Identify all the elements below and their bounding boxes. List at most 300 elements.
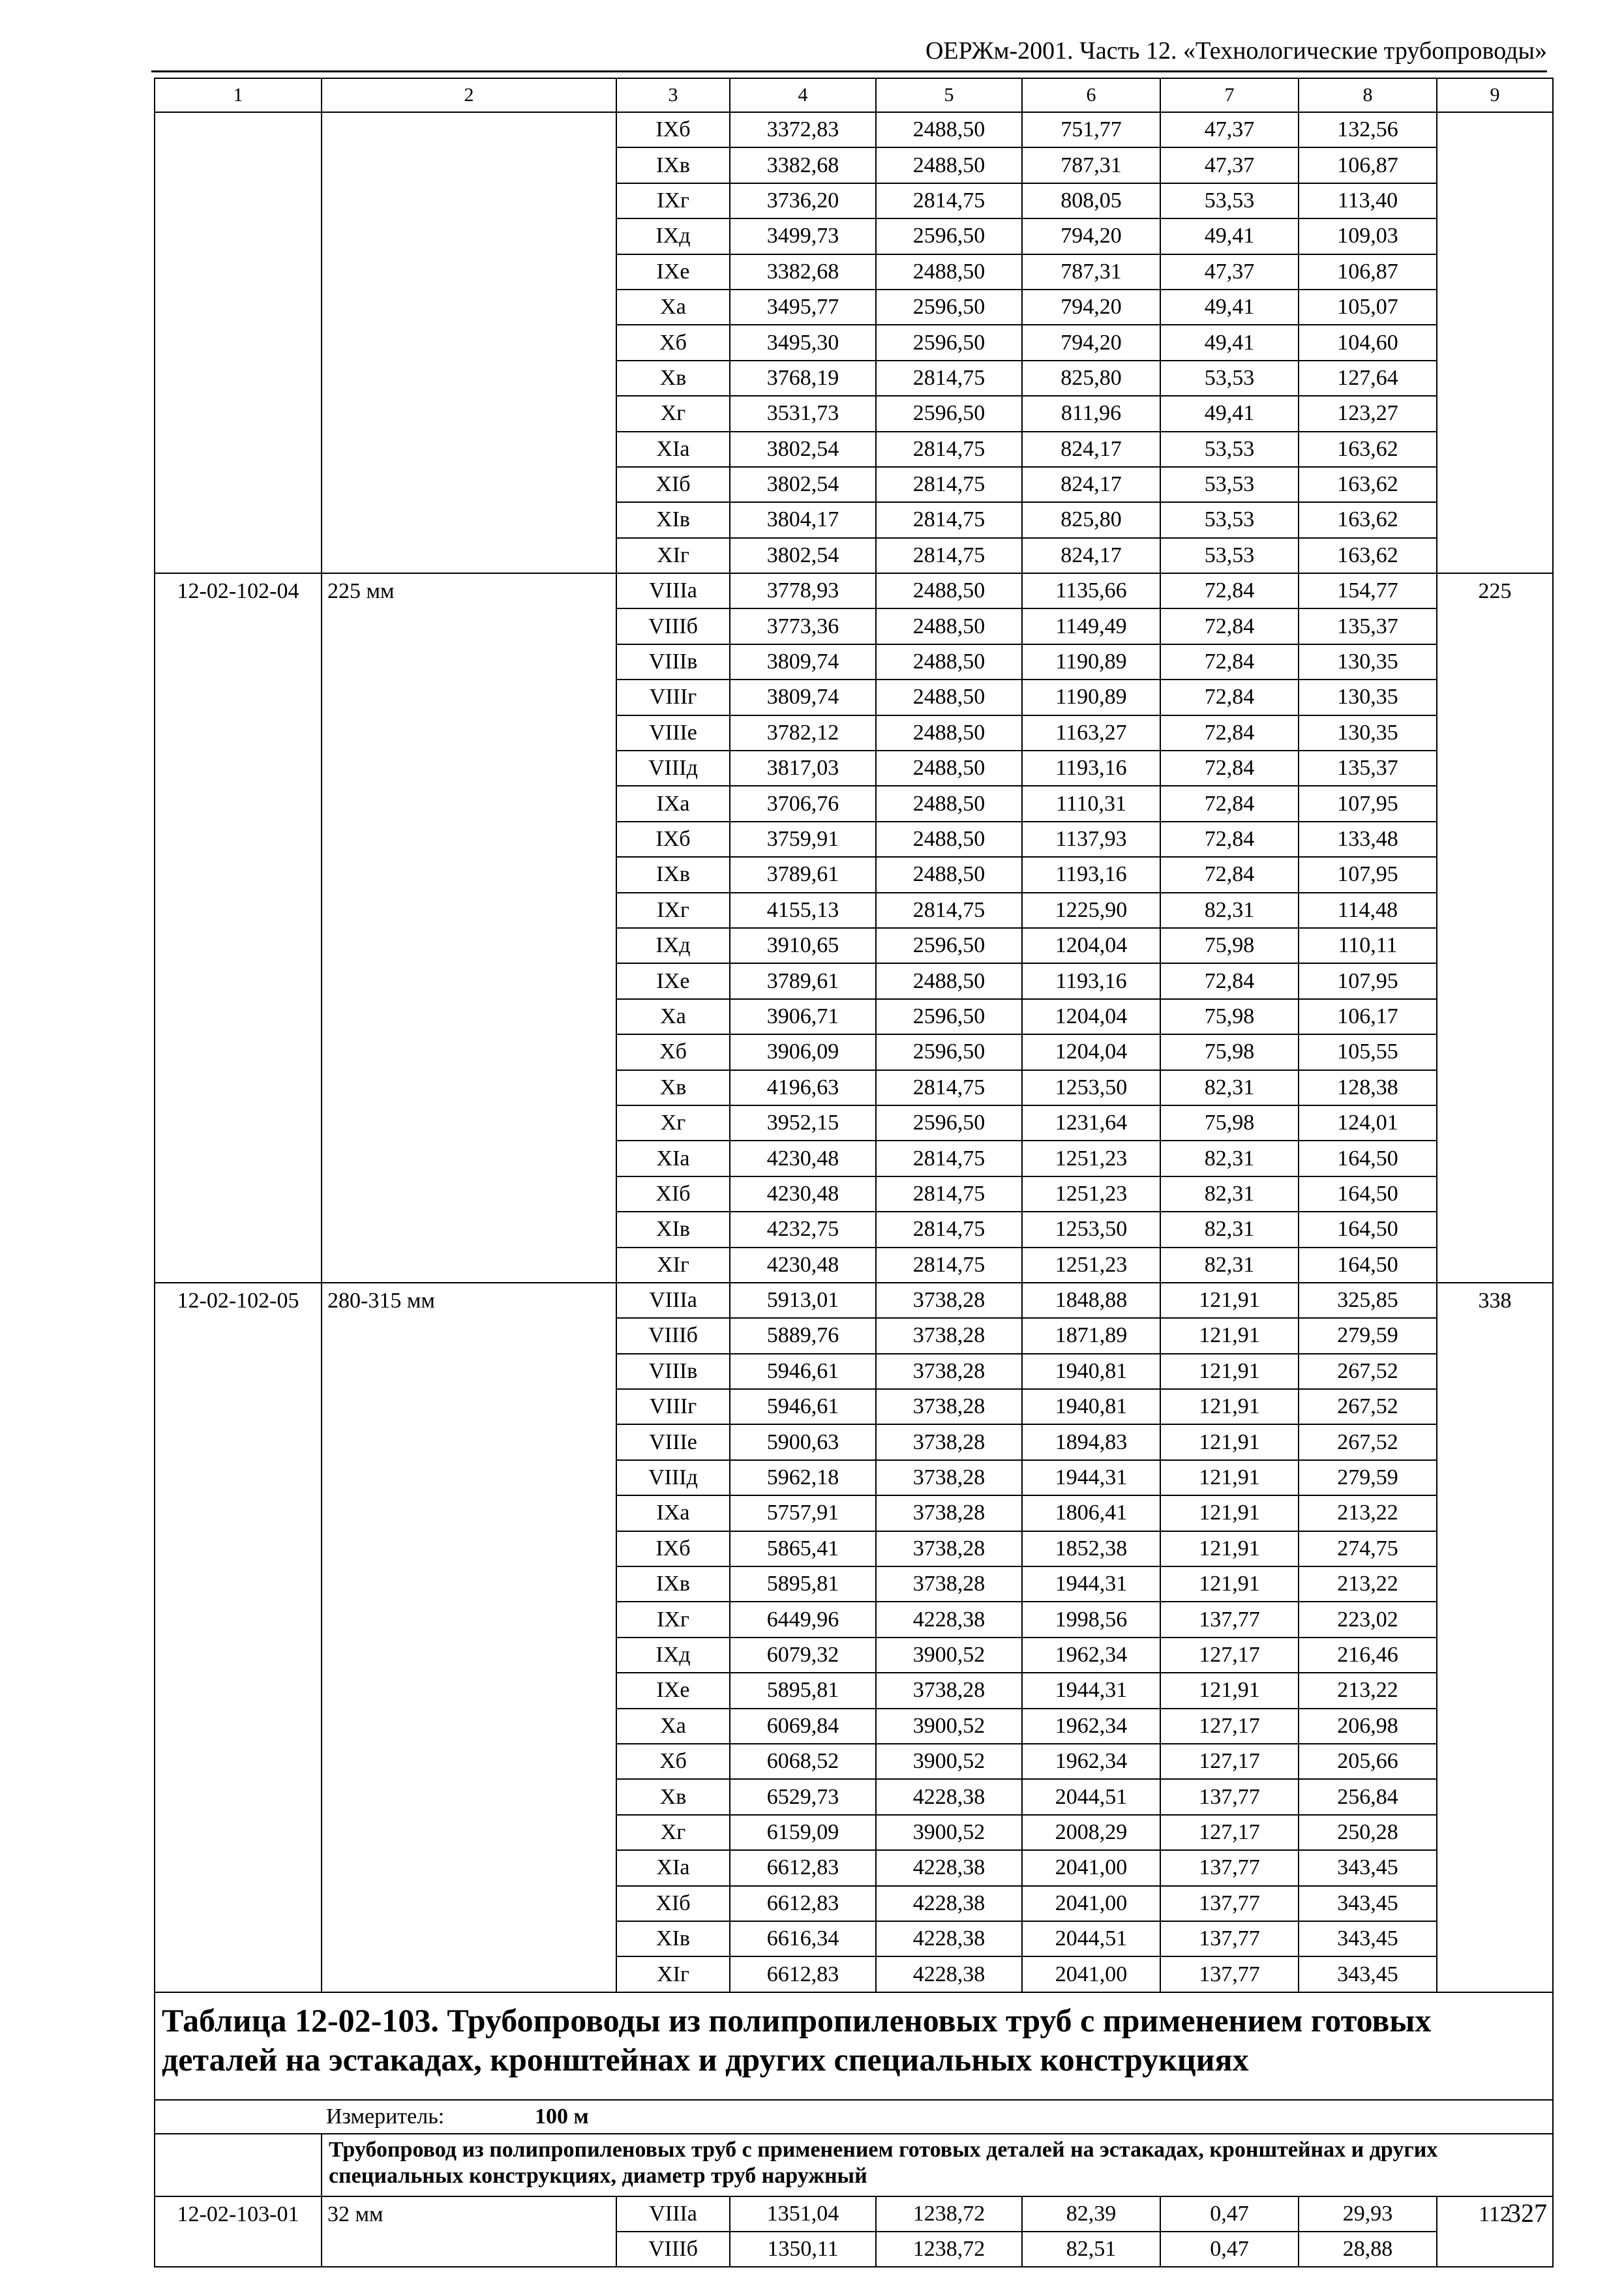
zone-class: IXв — [616, 147, 730, 183]
driver-wages: 72,84 — [1160, 608, 1299, 644]
materials-cost: 343,45 — [1299, 1886, 1437, 1921]
total-cost: 4230,48 — [730, 1176, 876, 1212]
driver-wages: 121,91 — [1160, 1389, 1299, 1424]
wages-cost: 3738,28 — [876, 1424, 1022, 1459]
driver-wages: 75,98 — [1160, 1105, 1299, 1141]
materials-cost: 114,48 — [1299, 893, 1437, 928]
machine-cost: 794,20 — [1022, 325, 1160, 360]
machine-cost: 1944,31 — [1022, 1673, 1160, 1708]
materials-cost: 135,37 — [1299, 751, 1437, 786]
wages-cost: 2488,50 — [876, 644, 1022, 680]
machine-cost: 82,39 — [1022, 2196, 1160, 2232]
wages-cost: 2596,50 — [876, 928, 1022, 963]
total-cost: 3802,54 — [730, 538, 876, 573]
materials-cost: 164,50 — [1299, 1248, 1437, 1283]
zone-class: Xа — [616, 999, 730, 1034]
materials-cost: 106,17 — [1299, 999, 1437, 1034]
materials-cost: 130,35 — [1299, 644, 1437, 680]
wages-cost: 2596,50 — [876, 218, 1022, 254]
driver-wages: 72,84 — [1160, 644, 1299, 680]
labor-hours: 112 — [1437, 2196, 1553, 2267]
column-number: 6 — [1022, 78, 1160, 112]
zone-class: VIIIв — [616, 1354, 730, 1389]
machine-cost: 1251,23 — [1022, 1176, 1160, 1212]
wages-cost: 2488,50 — [876, 680, 1022, 715]
driver-wages: 121,91 — [1160, 1673, 1299, 1708]
machine-cost: 751,77 — [1022, 112, 1160, 147]
total-cost: 3773,36 — [730, 608, 876, 644]
machine-cost: 2041,00 — [1022, 1886, 1160, 1921]
wages-cost: 2488,50 — [876, 112, 1022, 147]
zone-class: XIб — [616, 467, 730, 502]
total-cost: 5946,61 — [730, 1389, 876, 1424]
materials-cost: 163,62 — [1299, 538, 1437, 573]
materials-cost: 213,22 — [1299, 1566, 1437, 1602]
zone-class: XIб — [616, 1176, 730, 1212]
wages-cost: 2488,50 — [876, 608, 1022, 644]
machine-cost: 1944,31 — [1022, 1460, 1160, 1495]
materials-cost: 128,38 — [1299, 1070, 1437, 1105]
description-spacer — [155, 2134, 322, 2196]
materials-cost: 105,07 — [1299, 290, 1437, 325]
column-number: 5 — [876, 78, 1022, 112]
driver-wages: 75,98 — [1160, 928, 1299, 963]
total-cost: 3736,20 — [730, 183, 876, 218]
total-cost: 6612,83 — [730, 1886, 876, 1921]
zone-class: VIIIб — [616, 608, 730, 644]
machine-cost: 824,17 — [1022, 538, 1160, 573]
driver-wages: 121,91 — [1160, 1566, 1299, 1602]
materials-cost: 113,40 — [1299, 183, 1437, 218]
materials-cost: 106,87 — [1299, 254, 1437, 290]
machine-cost: 811,96 — [1022, 396, 1160, 431]
zone-class: IXв — [616, 857, 730, 892]
wages-cost: 4228,38 — [876, 1921, 1022, 1956]
zone-class: Xв — [616, 1070, 730, 1105]
wages-cost: 2596,50 — [876, 1034, 1022, 1070]
zone-class: VIIIд — [616, 1460, 730, 1495]
wages-cost: 2488,50 — [876, 715, 1022, 751]
machine-cost: 825,80 — [1022, 502, 1160, 537]
driver-wages: 121,91 — [1160, 1283, 1299, 1318]
zone-class: IXа — [616, 1495, 730, 1531]
wages-cost: 4228,38 — [876, 1779, 1022, 1814]
wages-cost: 3900,52 — [876, 1815, 1022, 1850]
machine-cost: 1193,16 — [1022, 963, 1160, 998]
materials-cost: 256,84 — [1299, 1779, 1437, 1814]
zone-class: IXд — [616, 928, 730, 963]
pipe-diameter — [322, 112, 616, 573]
price-table — [154, 78, 1554, 2267]
materials-cost: 135,37 — [1299, 608, 1437, 644]
zone-class: IXд — [616, 1638, 730, 1673]
total-cost: 6612,83 — [730, 1850, 876, 1885]
pipe-diameter: 280-315 мм — [322, 1283, 616, 1992]
table-row — [155, 573, 1553, 608]
wages-cost: 2488,50 — [876, 963, 1022, 998]
total-cost: 3910,65 — [730, 928, 876, 963]
machine-cost: 2008,29 — [1022, 1815, 1160, 1850]
zone-class: VIIIа — [616, 2196, 730, 2232]
total-cost: 3804,17 — [730, 502, 876, 537]
column-number: 3 — [616, 78, 730, 112]
wages-cost: 3900,52 — [876, 1709, 1022, 1744]
driver-wages: 53,53 — [1160, 502, 1299, 537]
total-cost: 4230,48 — [730, 1141, 876, 1176]
rate-code: 12-02-102-04 — [155, 573, 322, 1283]
table-title: Таблица 12-02-103. Трубопроводы из полипропиленовых труб с применением готовых деталей на эстакадах, кронштейнах и других специальных конструкциях — [155, 1992, 1553, 2100]
machine-cost: 1806,41 — [1022, 1495, 1160, 1531]
materials-cost: 279,59 — [1299, 1460, 1437, 1495]
total-cost: 4155,13 — [730, 893, 876, 928]
total-cost: 6529,73 — [730, 1779, 876, 1814]
materials-cost: 343,45 — [1299, 1956, 1437, 1992]
total-cost: 3802,54 — [730, 432, 876, 467]
wages-cost: 2488,50 — [876, 822, 1022, 857]
pipe-diameter: 32 мм — [322, 2196, 616, 2267]
total-cost: 5757,91 — [730, 1495, 876, 1531]
wages-cost: 2814,75 — [876, 361, 1022, 396]
driver-wages: 0,47 — [1160, 2232, 1299, 2267]
total-cost: 6449,96 — [730, 1602, 876, 1637]
total-cost: 4232,75 — [730, 1212, 876, 1247]
total-cost: 3778,93 — [730, 573, 876, 608]
total-cost: 6079,32 — [730, 1638, 876, 1673]
zone-class: IXг — [616, 183, 730, 218]
wages-cost: 2814,75 — [876, 1176, 1022, 1212]
total-cost: 3495,30 — [730, 325, 876, 360]
machine-cost: 1940,81 — [1022, 1389, 1160, 1424]
total-cost: 3789,61 — [730, 857, 876, 892]
zone-class: VIIIе — [616, 715, 730, 751]
total-cost: 3382,68 — [730, 254, 876, 290]
zone-class: Xб — [616, 1744, 730, 1779]
materials-cost: 107,95 — [1299, 786, 1437, 821]
column-number: 8 — [1299, 78, 1437, 112]
machine-cost: 1135,66 — [1022, 573, 1160, 608]
machine-cost: 1137,93 — [1022, 822, 1160, 857]
total-cost: 3906,09 — [730, 1034, 876, 1070]
zone-class: IXб — [616, 112, 730, 147]
driver-wages: 49,41 — [1160, 396, 1299, 431]
materials-cost: 132,56 — [1299, 112, 1437, 147]
driver-wages: 49,41 — [1160, 290, 1299, 325]
driver-wages: 121,91 — [1160, 1495, 1299, 1531]
running-title: ОЕРЖм-2001. Часть 12. «Технологические трубопроводы» — [925, 37, 1547, 65]
materials-cost: 105,55 — [1299, 1034, 1437, 1070]
pipe-diameter: 225 мм — [322, 573, 616, 1283]
machine-cost: 1204,04 — [1022, 999, 1160, 1034]
materials-cost: 29,93 — [1299, 2196, 1437, 2232]
materials-cost: 164,50 — [1299, 1176, 1437, 1212]
materials-cost: 124,01 — [1299, 1105, 1437, 1141]
header-rule — [151, 70, 1547, 72]
zone-class: IXг — [616, 893, 730, 928]
driver-wages: 72,84 — [1160, 751, 1299, 786]
wages-cost: 2814,75 — [876, 1141, 1022, 1176]
driver-wages: 75,98 — [1160, 1034, 1299, 1070]
wages-cost: 1238,72 — [876, 2232, 1022, 2267]
machine-cost: 1944,31 — [1022, 1566, 1160, 1602]
machine-cost: 1852,38 — [1022, 1531, 1160, 1566]
zone-class: XIг — [616, 1248, 730, 1283]
driver-wages: 72,84 — [1160, 857, 1299, 892]
total-cost: 1351,04 — [730, 2196, 876, 2232]
driver-wages: 127,17 — [1160, 1815, 1299, 1850]
driver-wages: 47,37 — [1160, 254, 1299, 290]
materials-cost: 127,64 — [1299, 361, 1437, 396]
zone-class: VIIIб — [616, 2232, 730, 2267]
zone-class: IXд — [616, 218, 730, 254]
wages-cost: 3738,28 — [876, 1460, 1022, 1495]
zone-class: XIа — [616, 1850, 730, 1885]
driver-wages: 127,17 — [1160, 1709, 1299, 1744]
machine-cost: 825,80 — [1022, 361, 1160, 396]
driver-wages: 72,84 — [1160, 680, 1299, 715]
materials-cost: 343,45 — [1299, 1850, 1437, 1885]
zone-class: XIа — [616, 432, 730, 467]
zone-class: IXе — [616, 963, 730, 998]
materials-cost: 164,50 — [1299, 1141, 1437, 1176]
wages-cost: 2814,75 — [876, 1212, 1022, 1247]
wages-cost: 2814,75 — [876, 467, 1022, 502]
materials-cost: 107,95 — [1299, 963, 1437, 998]
wages-cost: 3738,28 — [876, 1495, 1022, 1531]
table-row — [155, 1283, 1553, 1318]
wages-cost: 2814,75 — [876, 183, 1022, 218]
zone-class: IXг — [616, 1602, 730, 1637]
machine-cost: 1251,23 — [1022, 1248, 1160, 1283]
driver-wages: 49,41 — [1160, 218, 1299, 254]
wages-cost: 2814,75 — [876, 538, 1022, 573]
machine-cost: 1940,81 — [1022, 1354, 1160, 1389]
total-cost: 4230,48 — [730, 1248, 876, 1283]
machine-cost: 1251,23 — [1022, 1141, 1160, 1176]
zone-class: VIIIг — [616, 680, 730, 715]
wages-cost: 2596,50 — [876, 1105, 1022, 1141]
materials-cost: 106,87 — [1299, 147, 1437, 183]
column-number: 9 — [1437, 78, 1553, 112]
machine-cost: 824,17 — [1022, 432, 1160, 467]
total-cost: 3382,68 — [730, 147, 876, 183]
driver-wages: 137,77 — [1160, 1956, 1299, 1992]
materials-cost: 223,02 — [1299, 1602, 1437, 1637]
page-number: 327 — [1508, 2198, 1547, 2228]
zone-class: XIв — [616, 502, 730, 537]
total-cost: 3809,74 — [730, 644, 876, 680]
zone-class: Xб — [616, 1034, 730, 1070]
driver-wages: 82,31 — [1160, 1248, 1299, 1283]
machine-cost: 794,20 — [1022, 290, 1160, 325]
wages-cost: 2596,50 — [876, 290, 1022, 325]
machine-cost: 1871,89 — [1022, 1318, 1160, 1353]
materials-cost: 205,66 — [1299, 1744, 1437, 1779]
column-number: 7 — [1160, 78, 1299, 112]
machine-cost: 1962,34 — [1022, 1709, 1160, 1744]
driver-wages: 137,77 — [1160, 1886, 1299, 1921]
measure-label: Измеритель: — [326, 2104, 445, 2129]
machine-cost: 1149,49 — [1022, 608, 1160, 644]
zone-class: VIIIа — [616, 573, 730, 608]
total-cost: 6612,83 — [730, 1956, 876, 1992]
driver-wages: 47,37 — [1160, 147, 1299, 183]
zone-class: Xв — [616, 361, 730, 396]
wages-cost: 3738,28 — [876, 1283, 1022, 1318]
total-cost: 3531,73 — [730, 396, 876, 431]
driver-wages: 137,77 — [1160, 1602, 1299, 1637]
driver-wages: 121,91 — [1160, 1460, 1299, 1495]
zone-class: VIIIд — [616, 751, 730, 786]
description-row — [155, 2134, 1553, 2196]
machine-cost: 808,05 — [1022, 183, 1160, 218]
total-cost: 3372,83 — [730, 112, 876, 147]
wages-cost: 4228,38 — [876, 1850, 1022, 1885]
total-cost: 5889,76 — [730, 1318, 876, 1353]
wages-cost: 2814,75 — [876, 432, 1022, 467]
column-number: 2 — [322, 78, 616, 112]
zone-class: Xа — [616, 1709, 730, 1744]
driver-wages: 121,91 — [1160, 1531, 1299, 1566]
zone-class: Xг — [616, 396, 730, 431]
driver-wages: 127,17 — [1160, 1744, 1299, 1779]
measure-value: 100 м — [535, 2104, 589, 2129]
wages-cost: 3900,52 — [876, 1638, 1022, 1673]
table-description: Трубопровод из полипропиленовых труб с применением готовых деталей на эстакадах, кронштейнах и других специальных конструкциях, диаметр труб наружный — [322, 2134, 1553, 2196]
total-cost: 5865,41 — [730, 1531, 876, 1566]
measure-cell — [155, 2100, 1553, 2134]
machine-cost: 2041,00 — [1022, 1850, 1160, 1885]
driver-wages: 72,84 — [1160, 573, 1299, 608]
wages-cost: 3738,28 — [876, 1354, 1022, 1389]
materials-cost: 130,35 — [1299, 680, 1437, 715]
wages-cost: 2488,50 — [876, 751, 1022, 786]
zone-class: IXе — [616, 254, 730, 290]
zone-class: XIв — [616, 1921, 730, 1956]
total-cost: 6616,34 — [730, 1921, 876, 1956]
total-cost: 3706,76 — [730, 786, 876, 821]
wages-cost: 2488,50 — [876, 857, 1022, 892]
driver-wages: 72,84 — [1160, 963, 1299, 998]
total-cost: 3789,61 — [730, 963, 876, 998]
driver-wages: 53,53 — [1160, 361, 1299, 396]
materials-cost: 163,62 — [1299, 467, 1437, 502]
zone-class: IXа — [616, 786, 730, 821]
zone-class: IXб — [616, 822, 730, 857]
wages-cost: 2488,50 — [876, 573, 1022, 608]
wages-cost: 3738,28 — [876, 1389, 1022, 1424]
wages-cost: 3738,28 — [876, 1566, 1022, 1602]
materials-cost: 213,22 — [1299, 1673, 1437, 1708]
driver-wages: 137,77 — [1160, 1921, 1299, 1956]
measure-row — [155, 2100, 1553, 2134]
driver-wages: 82,31 — [1160, 1141, 1299, 1176]
machine-cost: 787,31 — [1022, 147, 1160, 183]
wages-cost: 3900,52 — [876, 1744, 1022, 1779]
rate-code: 12-02-103-01 — [155, 2196, 322, 2267]
materials-cost: 325,85 — [1299, 1283, 1437, 1318]
wages-cost: 1238,72 — [876, 2196, 1022, 2232]
wages-cost: 4228,38 — [876, 1886, 1022, 1921]
machine-cost: 1894,83 — [1022, 1424, 1160, 1459]
materials-cost: 216,46 — [1299, 1638, 1437, 1673]
total-cost: 6159,09 — [730, 1815, 876, 1850]
machine-cost: 1225,90 — [1022, 893, 1160, 928]
driver-wages: 137,77 — [1160, 1850, 1299, 1885]
column-number-row — [155, 78, 1553, 112]
wages-cost: 2814,75 — [876, 1070, 1022, 1105]
driver-wages: 121,91 — [1160, 1424, 1299, 1459]
column-number: 4 — [730, 78, 876, 112]
materials-cost: 110,11 — [1299, 928, 1437, 963]
table-row — [155, 2196, 1553, 2232]
zone-class: XIб — [616, 1886, 730, 1921]
machine-cost: 824,17 — [1022, 467, 1160, 502]
driver-wages: 0,47 — [1160, 2196, 1299, 2232]
driver-wages: 49,41 — [1160, 325, 1299, 360]
wages-cost: 2814,75 — [876, 1248, 1022, 1283]
wages-cost: 3738,28 — [876, 1531, 1022, 1566]
materials-cost: 250,28 — [1299, 1815, 1437, 1850]
driver-wages: 75,98 — [1160, 999, 1299, 1034]
zone-class: IXб — [616, 1531, 730, 1566]
total-cost: 5946,61 — [730, 1354, 876, 1389]
total-cost: 5962,18 — [730, 1460, 876, 1495]
machine-cost: 1998,56 — [1022, 1602, 1160, 1637]
total-cost: 3906,71 — [730, 999, 876, 1034]
zone-class: Xг — [616, 1815, 730, 1850]
labor-hours — [1437, 112, 1553, 573]
wages-cost: 2488,50 — [876, 147, 1022, 183]
machine-cost: 1163,27 — [1022, 715, 1160, 751]
wages-cost: 4228,38 — [876, 1602, 1022, 1637]
machine-cost: 794,20 — [1022, 218, 1160, 254]
materials-cost: 267,52 — [1299, 1354, 1437, 1389]
driver-wages: 82,31 — [1160, 1070, 1299, 1105]
materials-cost: 163,62 — [1299, 432, 1437, 467]
wages-cost: 2596,50 — [876, 999, 1022, 1034]
materials-cost: 109,03 — [1299, 218, 1437, 254]
machine-cost: 2041,00 — [1022, 1956, 1160, 1992]
driver-wages: 53,53 — [1160, 432, 1299, 467]
driver-wages: 53,53 — [1160, 538, 1299, 573]
wages-cost: 2814,75 — [876, 893, 1022, 928]
machine-cost: 1253,50 — [1022, 1212, 1160, 1247]
total-cost: 6068,52 — [730, 1744, 876, 1779]
zone-class: XIг — [616, 1956, 730, 1992]
zone-class: XIв — [616, 1212, 730, 1247]
zone-class: XIг — [616, 538, 730, 573]
table-title-row — [155, 1992, 1553, 2100]
machine-cost: 1204,04 — [1022, 928, 1160, 963]
driver-wages: 72,84 — [1160, 715, 1299, 751]
rate-code — [155, 112, 322, 573]
wages-cost: 2596,50 — [876, 325, 1022, 360]
zone-class: IXв — [616, 1566, 730, 1602]
wages-cost: 3738,28 — [876, 1673, 1022, 1708]
machine-cost: 1190,89 — [1022, 644, 1160, 680]
zone-class: VIIIа — [616, 1283, 730, 1318]
machine-cost: 2044,51 — [1022, 1779, 1160, 1814]
materials-cost: 104,60 — [1299, 325, 1437, 360]
machine-cost: 1848,88 — [1022, 1283, 1160, 1318]
machine-cost: 1193,16 — [1022, 751, 1160, 786]
wages-cost: 2814,75 — [876, 502, 1022, 537]
materials-cost: 206,98 — [1299, 1709, 1437, 1744]
zone-class: VIIIе — [616, 1424, 730, 1459]
zone-class: Xб — [616, 325, 730, 360]
total-cost: 3499,73 — [730, 218, 876, 254]
total-cost: 1350,11 — [730, 2232, 876, 2267]
